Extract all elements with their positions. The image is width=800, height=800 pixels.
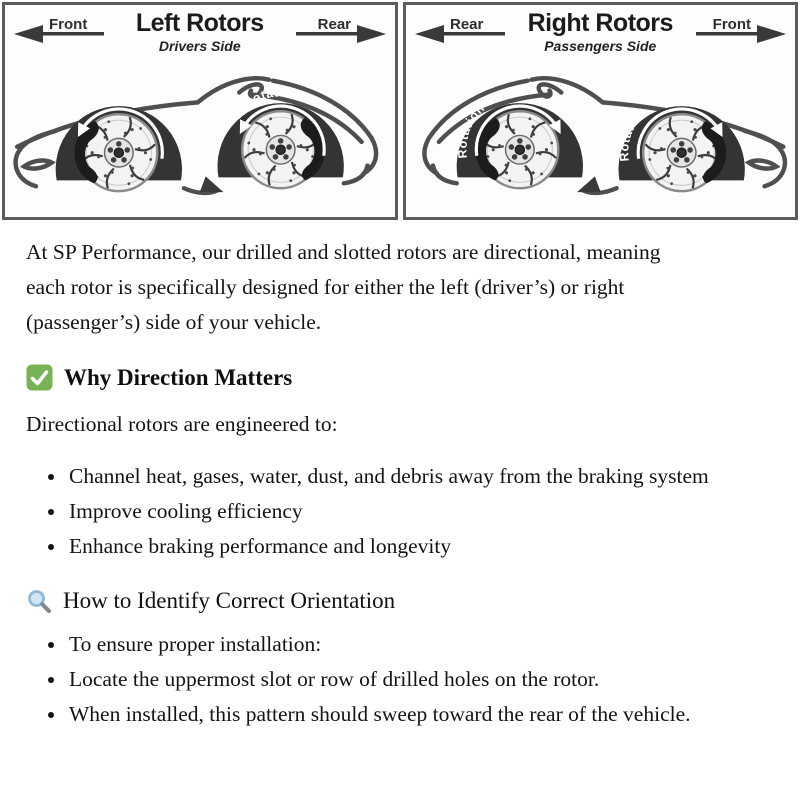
orientation-steps-list: [26, 627, 712, 731]
front-arrow-icon: [13, 14, 109, 44]
front-label: Front: [49, 16, 88, 33]
right-car-illustration: [406, 56, 796, 206]
list-item: • When installed, this pattern should sweep toward the rear of the vehicle.: [67, 697, 712, 732]
rear-arrow-icon: [414, 14, 510, 44]
section-heading-identify-orientation: [26, 588, 774, 614]
check-icon: [26, 364, 53, 391]
list-item: • Enhance braking performance and longevity: [67, 529, 712, 564]
panel-title: Left Rotors: [135, 9, 264, 37]
panel-subtitle: Passengers Side: [544, 38, 657, 54]
benefits-list: [26, 459, 712, 563]
rear-label: Rear: [449, 16, 483, 33]
rear-label: Rear: [317, 16, 351, 33]
section-heading-text: How to Identify Correct Orientation: [63, 588, 396, 614]
list-item: • To ensure proper installation:: [67, 627, 712, 662]
list-item: • Improve cooling efficiency: [67, 494, 712, 529]
panel-subtitle: Drivers Side: [158, 38, 241, 54]
list-item: • Locate the uppermost slot or row of drilled holes on the rotor.: [67, 662, 712, 697]
panel-header: [5, 5, 395, 54]
section-lead: Directional rotors are engineered to:: [26, 412, 338, 437]
section-heading-text: Why Direction Matters: [64, 364, 293, 390]
front-arrow-icon: [691, 14, 787, 44]
magnifier-icon: [26, 588, 52, 614]
panel-title: Right Rotors: [527, 9, 673, 37]
article-content: [0, 235, 800, 732]
intro-paragraph: At SP Performance, our drilled and slotted rotors are directional, meaning each rotor is specifically designed for either the left (driver’s) or right (passenger’s) side of your vehicle.: [26, 240, 661, 334]
section-heading-why-direction-matters: [26, 364, 774, 391]
panel-header: [406, 5, 796, 54]
rear-arrow-icon: [291, 14, 387, 44]
front-label: Front: [712, 16, 751, 33]
left-car-illustration: [5, 56, 395, 206]
right-rotors-panel: [403, 2, 799, 220]
list-item: • Channel heat, gases, water, dust, and debris away from the braking system: [67, 459, 712, 494]
rotor-direction-diagram: [0, 0, 800, 220]
left-rotors-panel: [2, 2, 398, 220]
